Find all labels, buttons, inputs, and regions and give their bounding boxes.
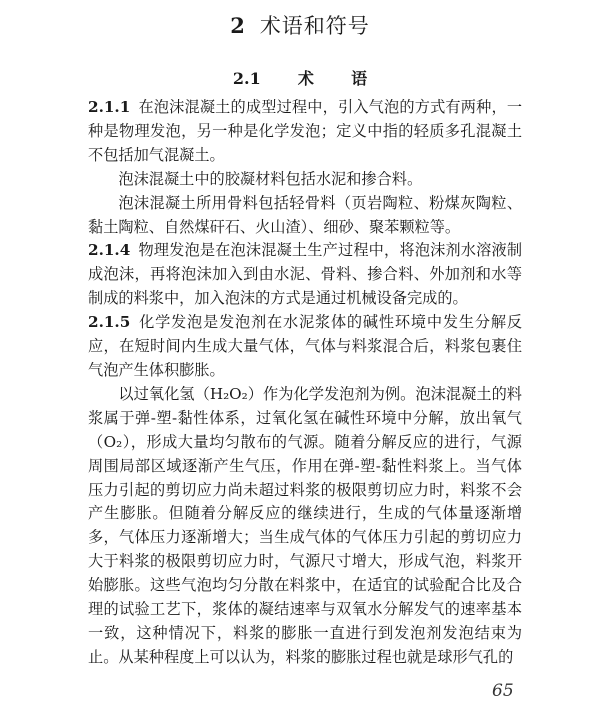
paragraph-binders <box>88 168 522 192</box>
paragraph-text: 化学发泡是发泡剂在水泥浆体的碱性环境中发生分解反应，在短时间内生成大量气体，气体与料浆混合后，料浆包裹住气泡产生体积膨胀。 <box>88 313 522 379</box>
paragraph-text: 泡沫混凝土所用骨料包括轻骨料（页岩陶粒、粉煤灰陶粒、黏土陶粒、自然煤矸石、火山渣）、细砂、聚苯颗粒等。 <box>88 193 522 236</box>
paragraph-text: 泡沫混凝土中的胶凝材料包括水泥和掺合料。 <box>118 169 423 188</box>
paragraph-clause-2-1-5 <box>88 311 522 383</box>
paragraph-aggregates <box>88 192 522 240</box>
page-number: 65 <box>492 681 514 701</box>
chapter-title <box>0 10 600 40</box>
section-title-char-1: 术 <box>297 69 314 88</box>
paragraph-clause-2-1-4 <box>88 239 522 311</box>
chapter-title-text: 术语和符号 <box>259 14 370 38</box>
body-text <box>88 96 522 670</box>
clause-number: 2.1.4 <box>88 241 131 260</box>
paragraph-text: 在泡沫混凝土的成型过程中，引入气泡的方式有两种，一种是物理发泡，另一种是化学发泡；定义中指的轻质多孔混凝土不包括加气混凝土。 <box>88 98 522 164</box>
section-title-char-2: 语 <box>351 69 368 88</box>
paragraph-text: 物理发泡是在泡沫混凝土生产过程中，将泡沫剂水溶液制成泡沫，再将泡沫加入到由水泥、骨料、掺合料、外加剂和水等制成的料浆中，加入泡沫的方式是通过机械设备完成的。 <box>88 241 522 308</box>
paragraph-hydrogen-peroxide-example <box>88 383 522 670</box>
paragraph-clause-2-1-1 <box>88 96 522 168</box>
clause-number: 2.1.5 <box>88 313 131 332</box>
clause-number: 2.1.1 <box>88 98 131 116</box>
paragraph-text: 以过氧化氢（H₂O₂）作为化学发泡剂为例。泡沫混凝土的料浆属于弹-塑-黏性体系，过氧化氢在碱性环境中分解，放出氧气（O₂），形成大量均匀散布的气源。随着分解反应的进行，气源周围局部区域逐渐产生气压，作用在弹-塑-黏性料浆上。当气体压力引起的剪切应力尚未超过料浆的极限剪切应力时，料浆不会产生膨胀。但随着分解反应的继续进行，生成的气体量逐渐增多，气体压力逐渐增大；当生成气体的气体压力引起的剪切应力大于料浆的极限剪切应力时，气源尺寸增大，形成气泡，料浆开始膨胀。这些气泡均匀分散在料浆中，在适宜的试验配合比及合理的试验工艺下，浆体的凝结速率与双氧水分解发气的速率基本一致，这种情况下，料浆的膨胀一直进行到发泡剂发泡结束为止。从某种程度上可以认为，料浆的膨胀过程也就是球形气孔的 <box>88 384 522 666</box>
section-number: 2.1 <box>232 69 261 88</box>
section-title <box>0 66 600 89</box>
chapter-number: 2 <box>230 13 246 38</box>
